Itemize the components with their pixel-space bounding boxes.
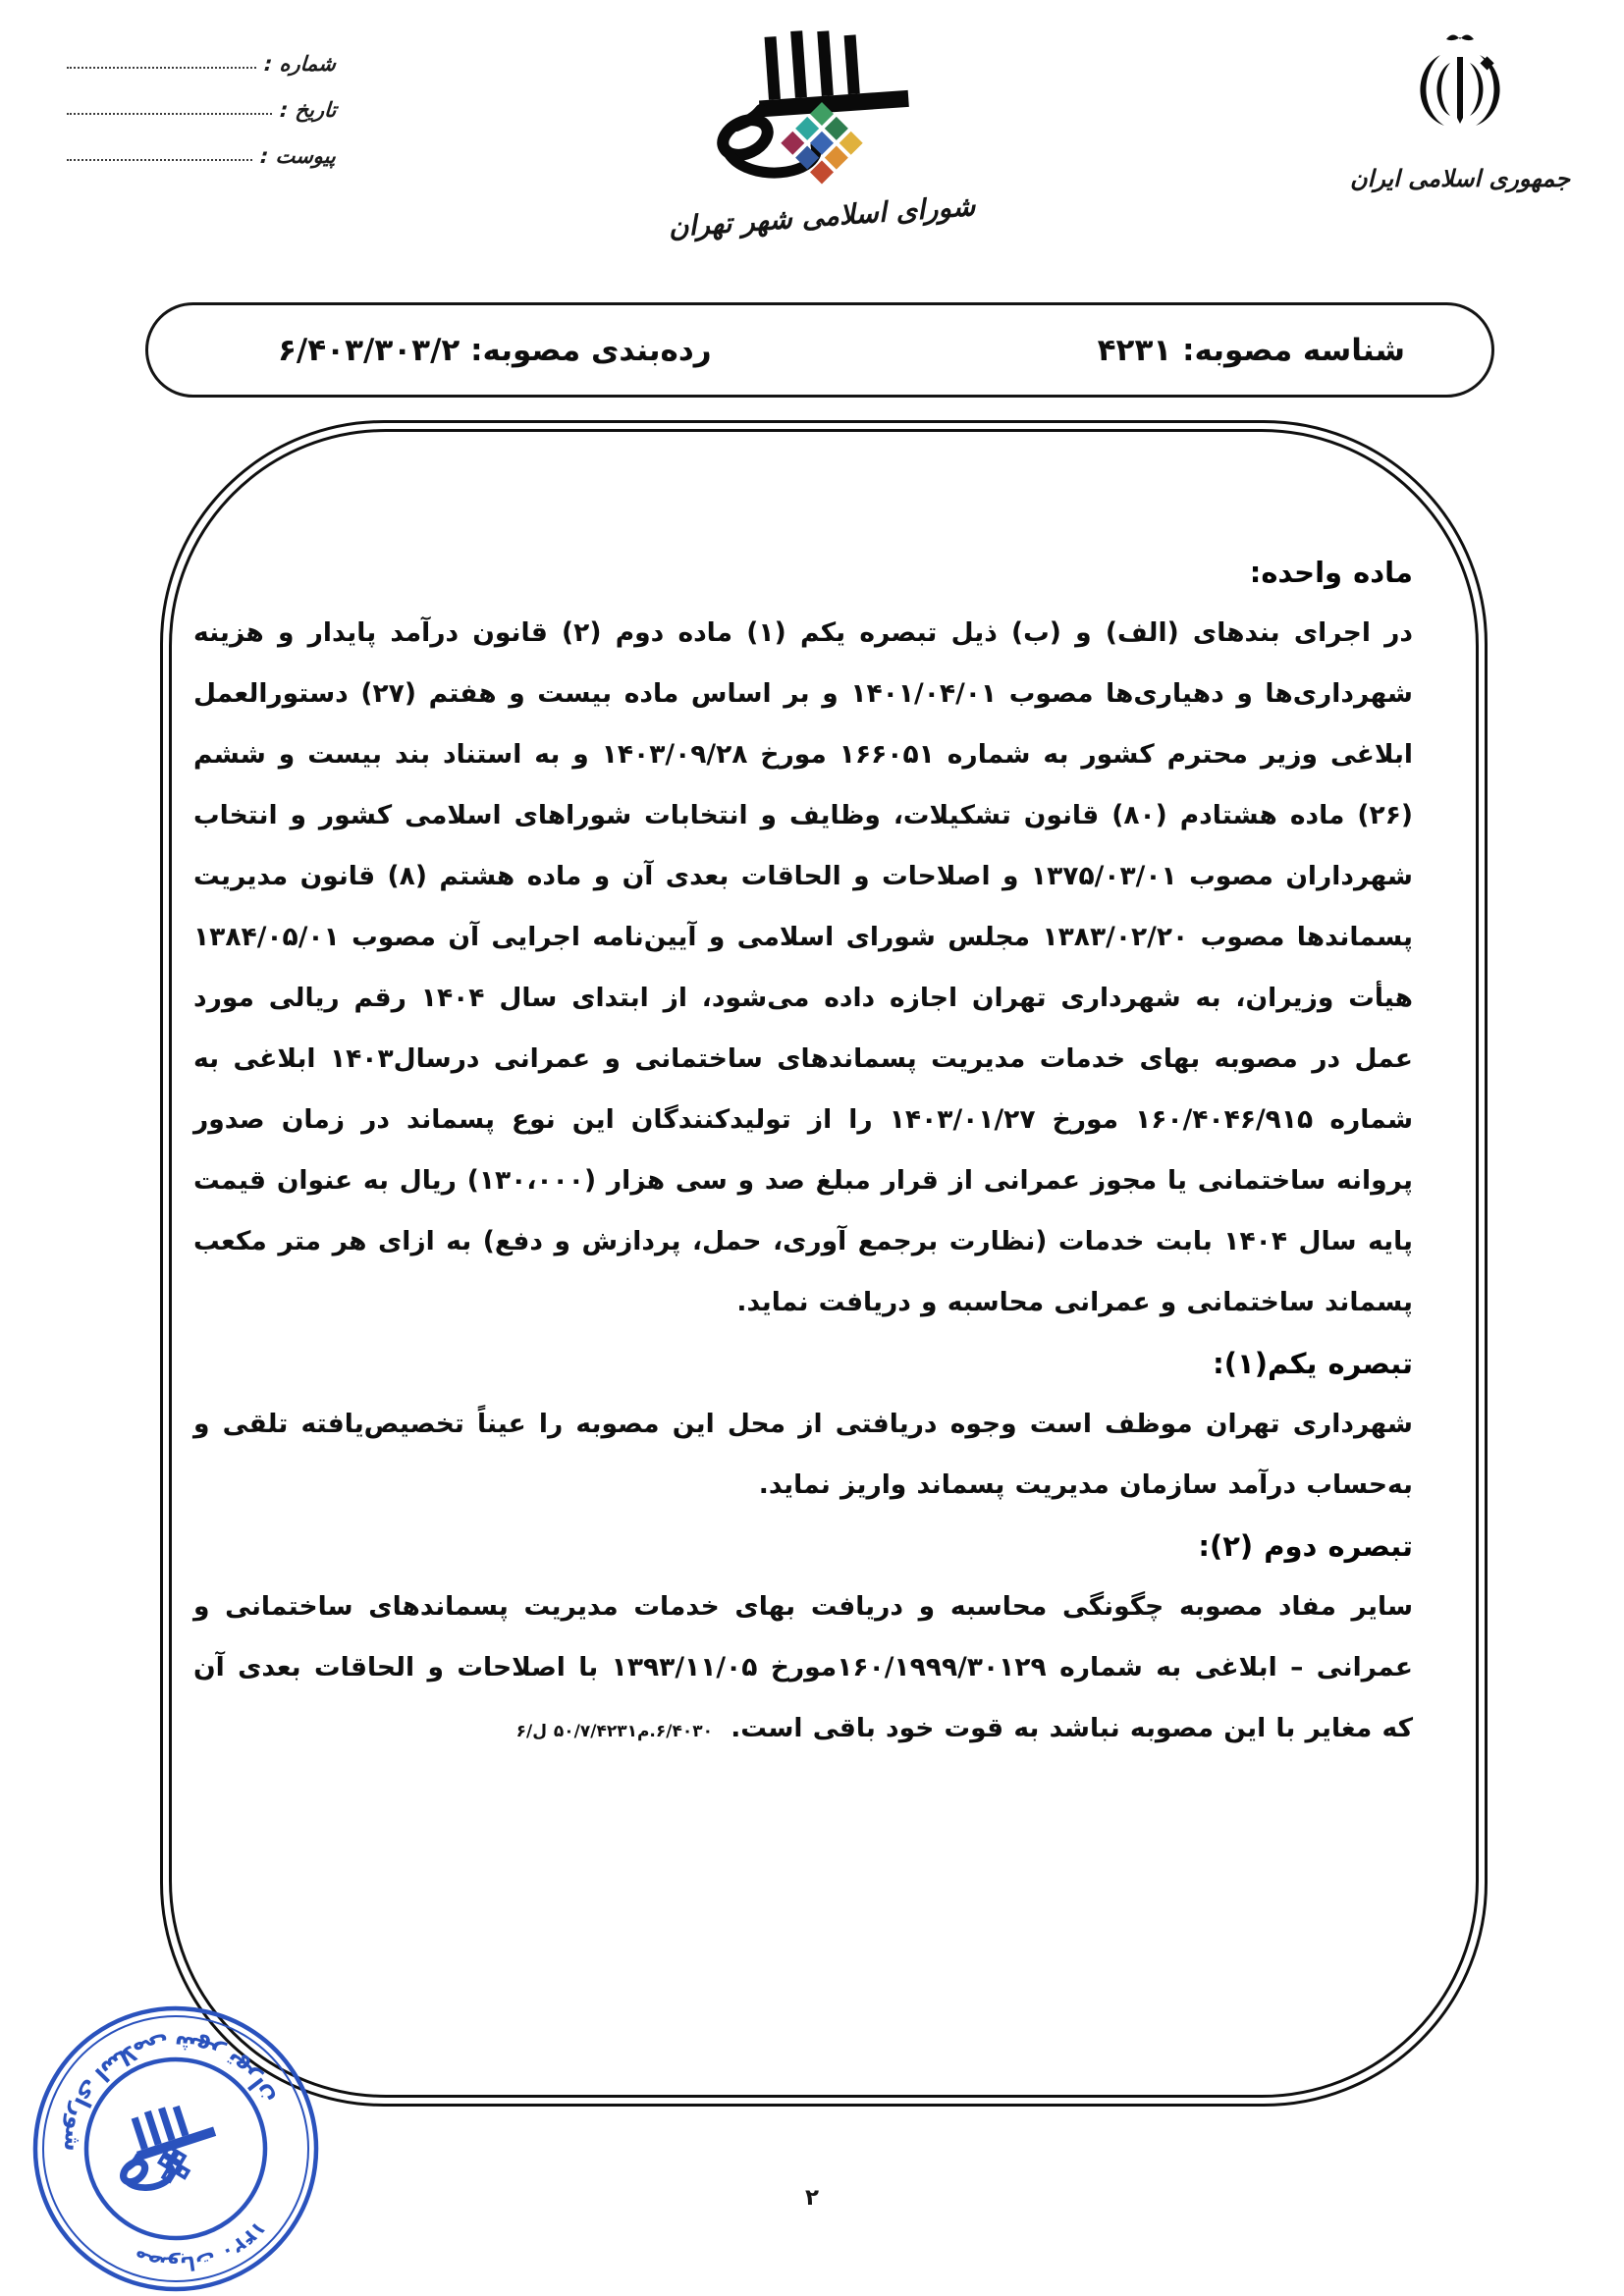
stamp-text-bottom: مصوبات ۱۴۲۰ <box>131 2216 272 2276</box>
council-logo <box>660 20 984 243</box>
page-number: ۲ <box>804 2185 820 2211</box>
national-emblem <box>1318 29 1602 192</box>
meta-field-dotted-line <box>67 158 252 161</box>
resolution-header-bar <box>145 302 1494 398</box>
meta-field-number <box>65 29 336 76</box>
decree-content <box>172 432 1476 1762</box>
note1-heading: تبصره یکم(۱): <box>1213 1347 1413 1380</box>
note1-text: شهرداری تهران موظف است وجوه دریافتی از محل این مصوبه را عیناً تخصیص‌یافته تلقی و به‌حساب درآمد سازمان مدیریت پسماند واریز نماید. <box>193 1409 1413 1500</box>
meta-field-label: تاریخ : <box>278 98 337 122</box>
resolution-classification: رده‌بندی مصوبه: ۶/۴۰۳/۳۰۳/۲ <box>278 332 712 368</box>
resolution-id: شناسه مصوبه: ۴۲۳۱ <box>1097 332 1405 368</box>
meta-field-label: شماره : <box>263 52 337 76</box>
meta-field-date <box>65 76 336 122</box>
stamp-text-main: شورای اسلامی شهر تهران <box>58 2029 280 2153</box>
stamp-center-mark <box>106 2093 227 2200</box>
council-logo-caption: شورای اسلامی شهر تهران <box>667 189 977 243</box>
article-text: در اجرای بندهای (الف) و (ب) ذیل تبصره یکم (۱) ماده دوم (۲) قانون درآمد پایدار و هزینه شهرداری‌ها و دهیاری‌ها مصوب ۱۴۰۱/۰۴/۰۱ و بر اساس ماده بیست و هفتم (۲۷) دستورالعمل ابلاغی وزیر محترم کشور به شماره ۱۶۶۰۵۱ مورخ ۱۴۰۳/۰۹/۲۸ و به استناد بند بیست و ششم (۲۶) ماده هشتادم (۸۰) قانون تشکیلات، وظایف و انتخابات شوراهای اسلامی کشور و انتخاب شهرداران مصوب ۱۳۷۵/۰۳/۰۱ و اصلاحات و الحاقات بعدی آن و ماده هشتم (۸) قانون مدیریت پسماندها مصوب ۱۳۸۳/۰۲/۲۰ مجلس شورای اسلامی و آیین‌نامه اجرایی آن مصوب ۱۳۸۴/۰۵/۰۱ هیأت وزیران، به شهرداری تهران اجازه داده می‌شود، از ابتدای سال ۱۴۰۴ رقم ریالی مورد عمل در مصوبه بهای خدمات مدیریت پسماندهای ساختمانی و عمرانی درسال۱۴۰۳ ابلاغی به شماره ۱۶۰/۴۰۴۶/۹۱۵ مورخ ۱۴۰۳/۰۱/۲۷ را از تولیدکنندگان این نوع پسماند در زمان صدور پروانه ساختمانی یا مجوز عمرانی از قرار مبلغ صد و سی هزار (۱۳۰،۰۰۰) ریال به عنوان قیمت پایه سال ۱۴۰۴ بابت خدمات (نظارت برجمع آوری، حمل، پردازش و دفع) به ازای هر متر مکعب پسماند ساختمانی و عمرانی محاسبه و دریافت نماید. <box>193 617 1414 1317</box>
meta-field-attachment <box>65 122 336 168</box>
letterhead-meta-fields <box>65 29 336 168</box>
meta-field-dotted-line <box>67 66 256 69</box>
note2-text <box>193 1576 1413 1762</box>
iran-emblem-icon <box>1372 29 1548 151</box>
decree-box-inner-border <box>169 429 1479 2098</box>
council-logo-mark-icon <box>675 20 969 188</box>
emblem-caption: جمهوری اسلامی ایران <box>1349 165 1571 192</box>
decree-box <box>160 420 1488 2107</box>
meta-field-label: پیوست : <box>259 144 337 168</box>
note2-heading: تبصره دوم (۲): <box>1198 1529 1413 1563</box>
footnote-code: ۶/۴۰۳۰.م۵۰/۷/۴۲۳۱ ل/۶ <box>515 1722 713 1741</box>
note2-text-body: سایر مفاد مصوبه چگونگی محاسبه و دریافت بهای خدمات مدیریت پسماندهای ساختمانی و عمرانی – ابلاغی به شماره ۱۶۰/۱۹۹۹/۳۰۱۲۹مورخ ۱۳۹۳/۱۱/۰۵ با اصلاحات و الحاقات بعدی آن که مغایر با این مصوبه نباشد به قوت خود باقی است. <box>193 1591 1414 1743</box>
article-heading: ماده واحده: <box>1249 556 1413 589</box>
meta-field-dotted-line <box>67 112 272 115</box>
